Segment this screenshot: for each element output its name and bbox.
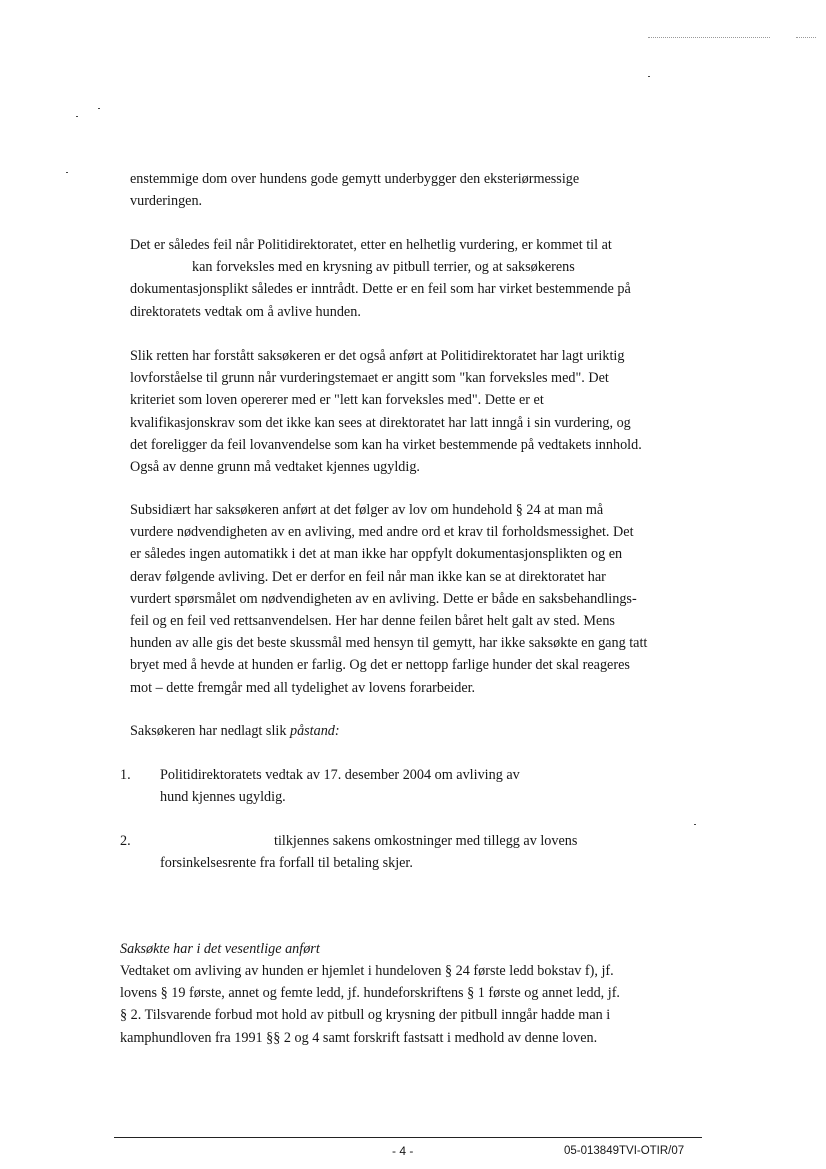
text-line: derav følgende avliving. Det er derfor en feil når man ikke kan se at direktoratet har [130,568,606,585]
scan-dotted-line [796,37,816,38]
text-line: det foreligger da feil lovanvendelse som kan ha virket bestemmende på vedtakets innhold. [130,436,642,453]
scan-dotted-line [648,37,770,38]
scan-speck [66,172,68,173]
paragraph-subsidiary-claim [130,499,700,699]
text-line: mot – dette fremgår med all tydelighet av lovens forarbeider. [130,679,476,696]
claim-intro-text: Saksøkeren har nedlagt slik [130,723,290,739]
claim-item-2 [160,830,700,874]
text-line: lovforståelse til grunn når vurderingstemaet er angitt som "kan forveksles med". Det [130,370,609,387]
section-heading-defendant [120,938,690,960]
footer-rule [114,1137,702,1138]
text-line: kriteriet som loven opererer med er "lett kan forveksles med". Dette er et [130,392,544,409]
text-line: er således ingen automatikk i det at man ikke har oppfylt dokumentasjonsplikten og en [130,546,623,563]
text-line: Politidirektoratets vedtak av 17. desember 2004 om avliving av [160,767,520,783]
text-line: dokumentasjonsplikt således er inntrådt. Dette er en feil som har virket bestemmende på [130,281,631,298]
text-line: Slik retten har forstått saksøkeren er det også anført at Politidirektoratet har lagt uriktig [130,348,625,364]
claim-intro [130,720,700,742]
text-line: Subsidiært har saksøkeren anført at det følger av lov om hundehold § 24 at man må [130,502,604,518]
text-line: forsinkelsesrente fra forfall til betaling skjer. [160,855,413,871]
text-line: lovens § 19 første, annet og femte ledd, jf. hundeforskriftens § 1 første og annet ledd, jf. [120,985,620,1002]
paragraph-gemytt [130,168,700,212]
paragraph-directorate-error [130,234,700,323]
text-line: § 2. Tilsvarende forbud mot hold av pitbull og krysning der pitbull inngår hadde man i [120,1007,611,1024]
text-line: vurdert spørsmålet om nødvendigheten av en avliving. Dette er både en saksbehandlings- [130,590,637,607]
text-line: enstemmige dom over hundens gode gemytt underbygger den eksteriørmessige [130,171,580,187]
text-line: hund kjennes ugyldig. [160,789,286,805]
claim-item-1 [160,764,700,808]
page-number: - 4 - [392,1144,414,1158]
text-line: feil og en feil ved rettsanvendelsen. Her har denne feilen båret helt galt av sted. Mens [130,613,615,630]
text-line: kvalifikasjonskrav som det ikke kan sees at direktoratet har latt inngå i sin vurdering, og [130,414,631,431]
claim-number: 2. [120,833,131,849]
scan-speck [694,824,696,825]
text-line: vurdere nødvendigheten av en avliving, med andre ord et krav til forholdsmessighet. Det [130,524,634,541]
heading-text: Saksøkte har i det vesentlige anført [120,941,320,957]
claim-word: påstand: [289,723,340,739]
case-number: 05-013849TVI-OTIR/07 [564,1145,685,1157]
text-line: hunden av alle gis det beste skussmål med hensyn til gemytt, har ikke saksøkte en gang tatt [130,635,648,652]
scan-speck [648,76,650,77]
text-line: Også av denne grunn må vedtaket kjennes ugyldig. [130,459,420,476]
text-line: vurderingen. [130,193,203,210]
text-line: kamphundloven fra 1991 §§ 2 og 4 samt forskrift fastsatt i medhold av denne loven. [120,1029,598,1046]
text-line: tilkjennes sakens omkostninger med tillegg av lovens [274,833,578,849]
text-line: bryet med å hevde at hunden er farlig. Og det er nettopp farlige hunder det skal reageres [130,657,630,674]
scan-speck [98,108,100,109]
text-line: Vedtaket om avliving av hunden er hjemlet i hundeloven § 24 første ledd bokstav f), jf. [120,963,614,979]
paragraph-defendant-argument [120,960,710,1049]
text-line: kan forveksles med en krysning av pitbull terrier, og at saksøkerens [192,259,575,276]
scan-speck [76,116,78,117]
paragraph-legal-interpretation [130,345,700,478]
text-line: direktoratets vedtak om å avlive hunden. [130,303,361,320]
text-line: Det er således feil når Politidirektoratet, etter en helhetlig vurdering, er kommet til at [130,237,612,253]
claim-number: 1. [120,767,131,783]
